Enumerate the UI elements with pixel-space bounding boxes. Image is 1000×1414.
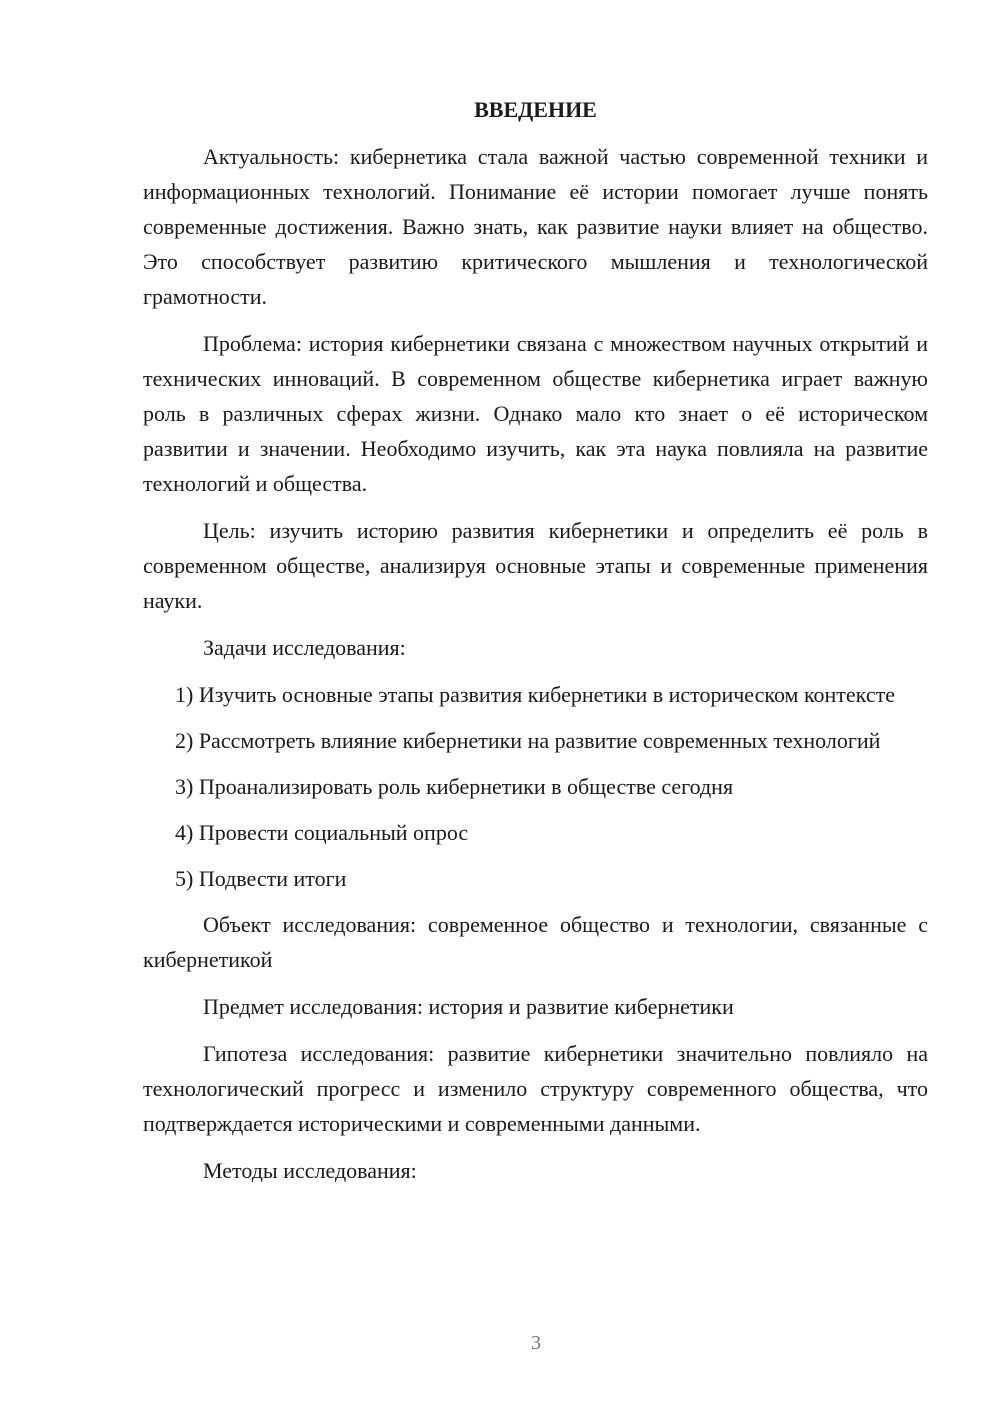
list-item: 1) Изучить основные этапы развития кибернетики в историческом контексте	[175, 682, 895, 707]
goal-paragraph: Цель: изучить историю развития кибернетики и определить её роль в современном обществе, анализируя основные этапы и современные применения науки.	[143, 518, 928, 613]
relevance-paragraph: Актуальность: кибернетика стала важной частью современной техники и информационных технологий. Понимание её истории помогает лучше понять современные достижения. Важно знать, как развитие науки влияет на общество. Это способствует развитию критического мышления и технологической грамотности.	[143, 144, 928, 309]
object-paragraph: Объект исследования: современное общество и технологии, связанные с кибернетикой	[143, 912, 928, 972]
document-page	[143, 92, 928, 1200]
list-item: 3) Проанализировать роль кибернетики в обществе сегодня	[175, 774, 734, 799]
list-item: 4) Провести социальный опрос	[175, 820, 469, 845]
tasks-list	[143, 677, 928, 896]
methods-heading: Методы исследования:	[203, 1158, 417, 1183]
list-item: 5) Подвести итоги	[175, 866, 347, 891]
tasks-heading: Задачи исследования:	[203, 635, 406, 660]
problem-paragraph: Проблема: история кибернетики связана с множеством научных открытий и технических инноваций. В современном обществе кибернетика играет важную роль в различных сферах жизни. Однако мало кто знает о её историческом развитии и значении. Необходимо изучить, как эта наука повлияла на развитие технологий и общества.	[143, 331, 928, 496]
hypothesis-paragraph: Гипотеза исследования: развитие кибернетики значительно повлияло на технологический прогресс и изменило структуру современного общества, что подтверждается историческими и современными данными.	[143, 1041, 928, 1136]
list-item: 2) Рассмотреть влияние кибернетики на развитие современных технологий	[175, 728, 881, 753]
page-title: ВВЕДЕНИЕ	[474, 97, 597, 122]
subject-paragraph: Предмет исследования: история и развитие кибернетики	[203, 994, 734, 1019]
page-number: 3	[531, 1332, 541, 1354]
